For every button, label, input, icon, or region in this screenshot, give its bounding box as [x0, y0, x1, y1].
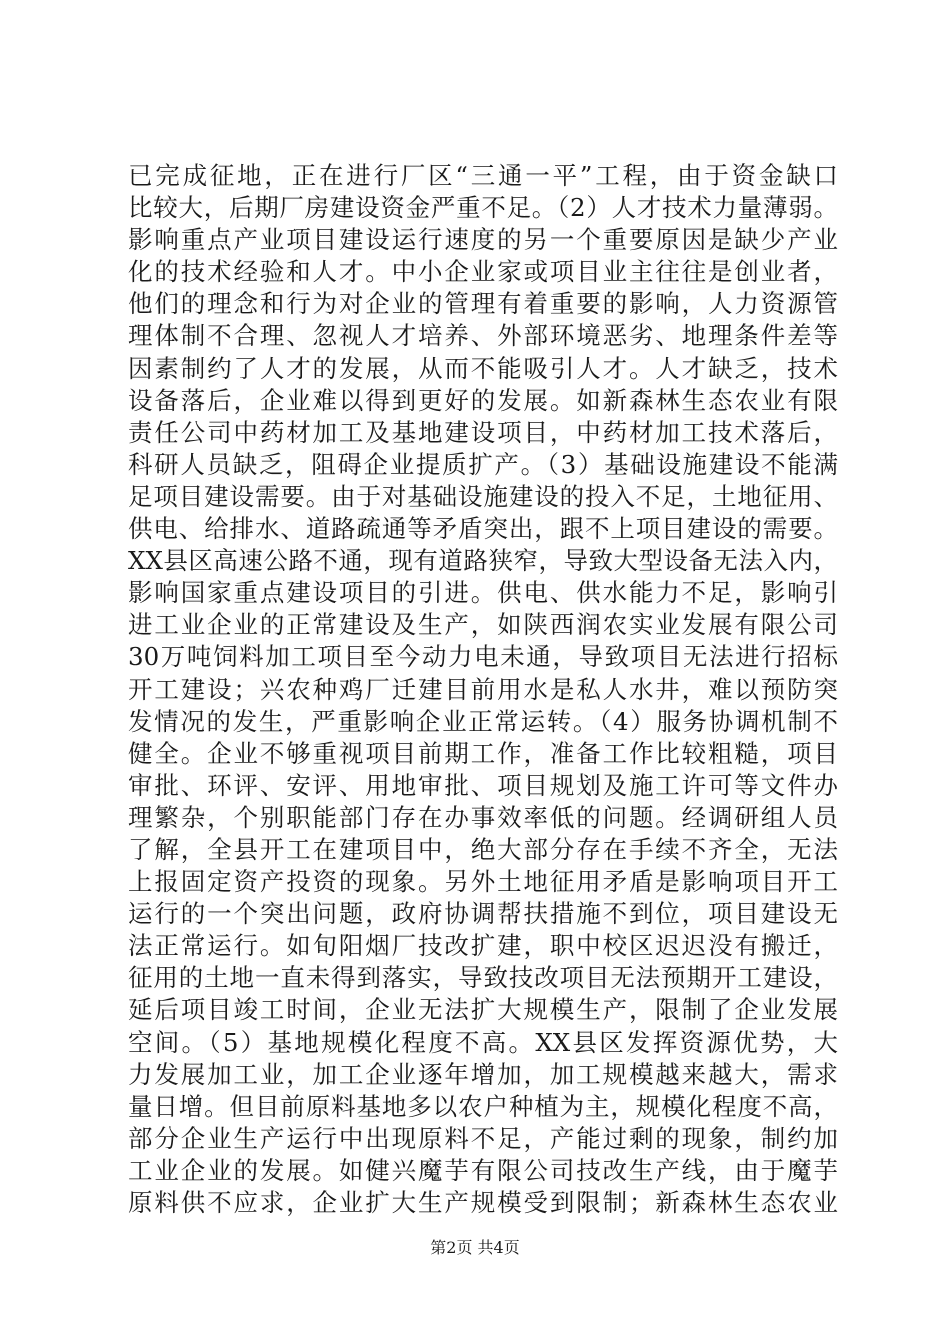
text-line: 量日增。但目前原料基地多以农户种植为主，规模化程度不高，: [128, 1091, 838, 1121]
text-line: 责任公司中药材加工及基地建设项目，中药材加工技术落后，: [128, 417, 838, 447]
text-line: 运行的一个突出问题，政府协调帮扶措施不到位，项目建设无: [128, 899, 838, 929]
text-line: 理体制不合理、忽视人才培养、外部环境恶劣、地理条件差等: [128, 321, 838, 351]
text-line: 发情况的发生，严重影响企业正常运转。（4）服务协调机制不: [128, 706, 838, 736]
text-line: 开工建设；兴农种鸡厂迁建目前用水是私人水井，难以预防突: [128, 674, 838, 704]
text-line: 足项目建设需要。由于对基础设施建设的投入不足，土地征用、: [128, 481, 838, 511]
text-line: 30万吨饲料加工项目至今动力电未通，导致项目无法进行招标: [128, 642, 838, 672]
text-line: 比较大，后期厂房建设资金严重不足。（2）人才技术力量薄弱。: [128, 193, 838, 223]
text-line: 供电、给排水、道路疏通等矛盾突出，跟不上项目建设的需要。: [128, 514, 838, 544]
text-line: 部分企业生产运行中出现原料不足，产能过剩的现象，制约加: [128, 1123, 838, 1153]
text-line: 科研人员缺乏，阻碍企业提质扩产。（3）基础设施建设不能满: [128, 449, 838, 479]
text-line: 设备落后，企业难以得到更好的发展。如新森林生态农业有限: [128, 385, 838, 415]
text-line: 工业企业的发展。如健兴魔芋有限公司技改生产线，由于魔芋: [128, 1155, 838, 1185]
text-line: XX县区高速公路不通，现有道路狭窄，导致大型设备无法入内，: [128, 546, 838, 576]
text-line: 审批、环评、安评、用地审批、项目规划及施工许可等文件办: [128, 770, 838, 800]
text-line: 原料供不应求，企业扩大生产规模受到限制；新森林生态农业: [128, 1188, 838, 1217]
text-line: 空间。（5）基地规模化程度不高。XX县区发挥资源优势，大: [128, 1027, 838, 1057]
text-line: 已完成征地，正在进行厂区“三通一平”工程，由于资金缺口: [128, 161, 838, 190]
text-line: 因素制约了人才的发展，从而不能吸引人才。人才缺乏，技术: [128, 353, 838, 383]
text-line: 上报固定资产投资的现象。另外土地征用矛盾是影响项目开工: [128, 867, 838, 897]
body-text: [128, 160, 838, 1219]
text-line: 了解，全县开工在建项目中，绝大部分存在手续不齐全，无法: [128, 834, 838, 864]
text-line: 他们的理念和行为对企业的管理有着重要的影响，人力资源管: [128, 289, 838, 319]
text-line: 力发展加工业，加工企业逐年增加，加工规模越来越大，需求: [128, 1059, 838, 1089]
text-line: 影响国家重点建设项目的引进。供电、供水能力不足，影响引: [128, 578, 838, 608]
text-line: 化的技术经验和人才。中小企业家或项目业主往往是创业者，: [128, 257, 838, 287]
text-line: 影响重点产业项目建设运行速度的另一个重要原因是缺少产业: [128, 225, 838, 255]
text-line: 进工业企业的正常建设及生产，如陕西润农实业发展有限公司: [128, 610, 838, 640]
text-line: 健全。企业不够重视项目前期工作，准备工作比较粗糙，项目: [128, 738, 838, 768]
text-line: 法正常运行。如旬阳烟厂技改扩建，职中校区迟迟没有搬迁，: [128, 931, 838, 961]
text-line: 理繁杂，个别职能部门存在办事效率低的问题。经调研组人员: [128, 802, 838, 832]
page-footer: [0, 1236, 950, 1260]
text-line: 征用的土地一直未得到落实，导致技改项目无法预期开工建设，: [128, 963, 838, 993]
page-number: 第2页 共4页: [430, 1238, 520, 1257]
text-line: 延后项目竣工时间，企业无法扩大规模生产，限制了企业发展: [128, 995, 838, 1025]
